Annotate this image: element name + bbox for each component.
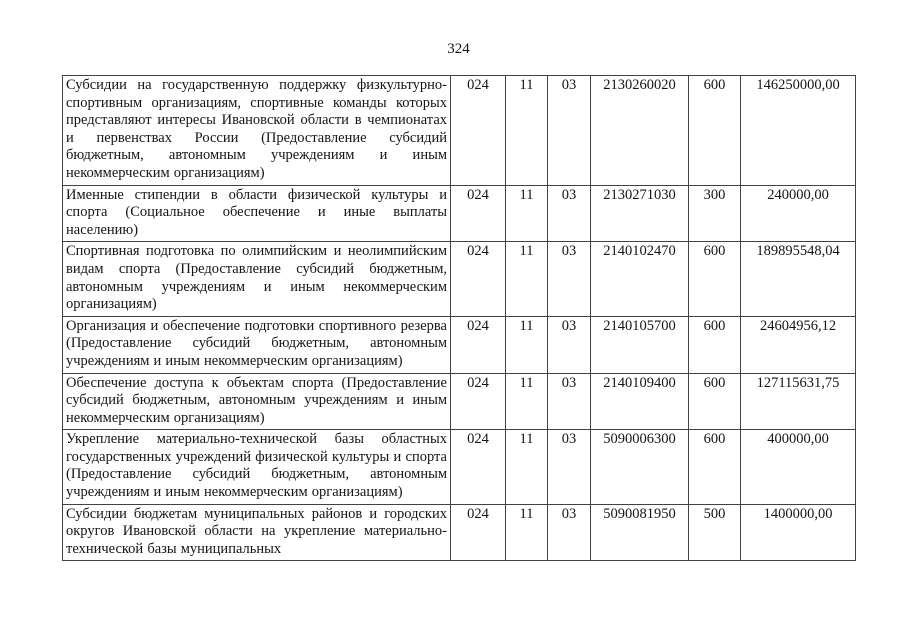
cell-section: 11 [506,316,548,373]
cell-expense-type: 600 [689,316,741,373]
cell-grbs: 024 [451,504,506,561]
cell-subsection: 03 [548,76,591,186]
cell-section: 11 [506,504,548,561]
cell-expense-type: 600 [689,373,741,430]
cell-target-article: 2140102470 [591,242,689,316]
cell-name: Организация и обеспечение подготовки спортивного резерва (Предоставление субсидий бюджетным, автономным учреждениям и иным некоммерческим организациям) [63,316,451,373]
cell-expense-type: 500 [689,504,741,561]
cell-grbs: 024 [451,185,506,242]
cell-grbs: 024 [451,316,506,373]
table-row [63,316,856,373]
cell-name: Субсидии бюджетам муниципальных районов и городских округов Ивановской области на укрепление материально-технической базы муниципальных [63,504,451,561]
cell-section: 11 [506,242,548,316]
cell-expense-type: 600 [689,242,741,316]
cell-subsection: 03 [548,373,591,430]
budget-table-body [63,76,856,561]
cell-name: Субсидии на государственную поддержку физкультурно-спортивным организациям, спортивные команды которых представляют интересы Ивановской области в чемпионатах и первенствах России (Предоставление субсидий бюджетным, автономным учреждениям и иным некоммерческим организациям) [63,76,451,186]
page-number: 324 [447,41,470,57]
cell-amount: 127115631,75 [741,373,856,430]
table-row [63,373,856,430]
cell-expense-type: 300 [689,185,741,242]
cell-name: Обеспечение доступа к объектам спорта (Предоставление субсидий бюджетным, автономным учреждениям и иным некоммерческим организациям) [63,373,451,430]
cell-subsection: 03 [548,242,591,316]
table-row [63,185,856,242]
cell-target-article: 2130260020 [591,76,689,186]
cell-name: Именные стипендии в области физической культуры и спорта (Социальное обеспечение и иные выплаты населению) [63,185,451,242]
table-row [63,242,856,316]
cell-section: 11 [506,430,548,504]
cell-amount: 146250000,00 [741,76,856,186]
cell-amount: 24604956,12 [741,316,856,373]
cell-subsection: 03 [548,185,591,242]
cell-target-article: 2140105700 [591,316,689,373]
cell-subsection: 03 [548,316,591,373]
cell-target-article: 5090006300 [591,430,689,504]
table-row [63,430,856,504]
budget-table [62,75,856,561]
table-row [63,76,856,186]
cell-section: 11 [506,185,548,242]
cell-target-article: 2140109400 [591,373,689,430]
cell-section: 11 [506,373,548,430]
cell-amount: 1400000,00 [741,504,856,561]
cell-subsection: 03 [548,430,591,504]
cell-name: Спортивная подготовка по олимпийским и неолимпийским видам спорта (Предоставление субсидий бюджетным, автономным учреждениям и иным некоммерческим организациям) [63,242,451,316]
cell-subsection: 03 [548,504,591,561]
cell-amount: 189895548,04 [741,242,856,316]
cell-expense-type: 600 [689,76,741,186]
cell-name: Укрепление материально-технической базы областных государственных учреждений физической культуры и спорта (Предоставление субсидий бюджетным, автономным учреждениям и иным некоммерческим организациям) [63,430,451,504]
cell-grbs: 024 [451,373,506,430]
cell-grbs: 024 [451,430,506,504]
cell-amount: 400000,00 [741,430,856,504]
cell-section: 11 [506,76,548,186]
cell-expense-type: 600 [689,430,741,504]
table-row [63,504,856,561]
cell-target-article: 5090081950 [591,504,689,561]
cell-grbs: 024 [451,242,506,316]
cell-grbs: 024 [451,76,506,186]
cell-amount: 240000,00 [741,185,856,242]
cell-target-article: 2130271030 [591,185,689,242]
